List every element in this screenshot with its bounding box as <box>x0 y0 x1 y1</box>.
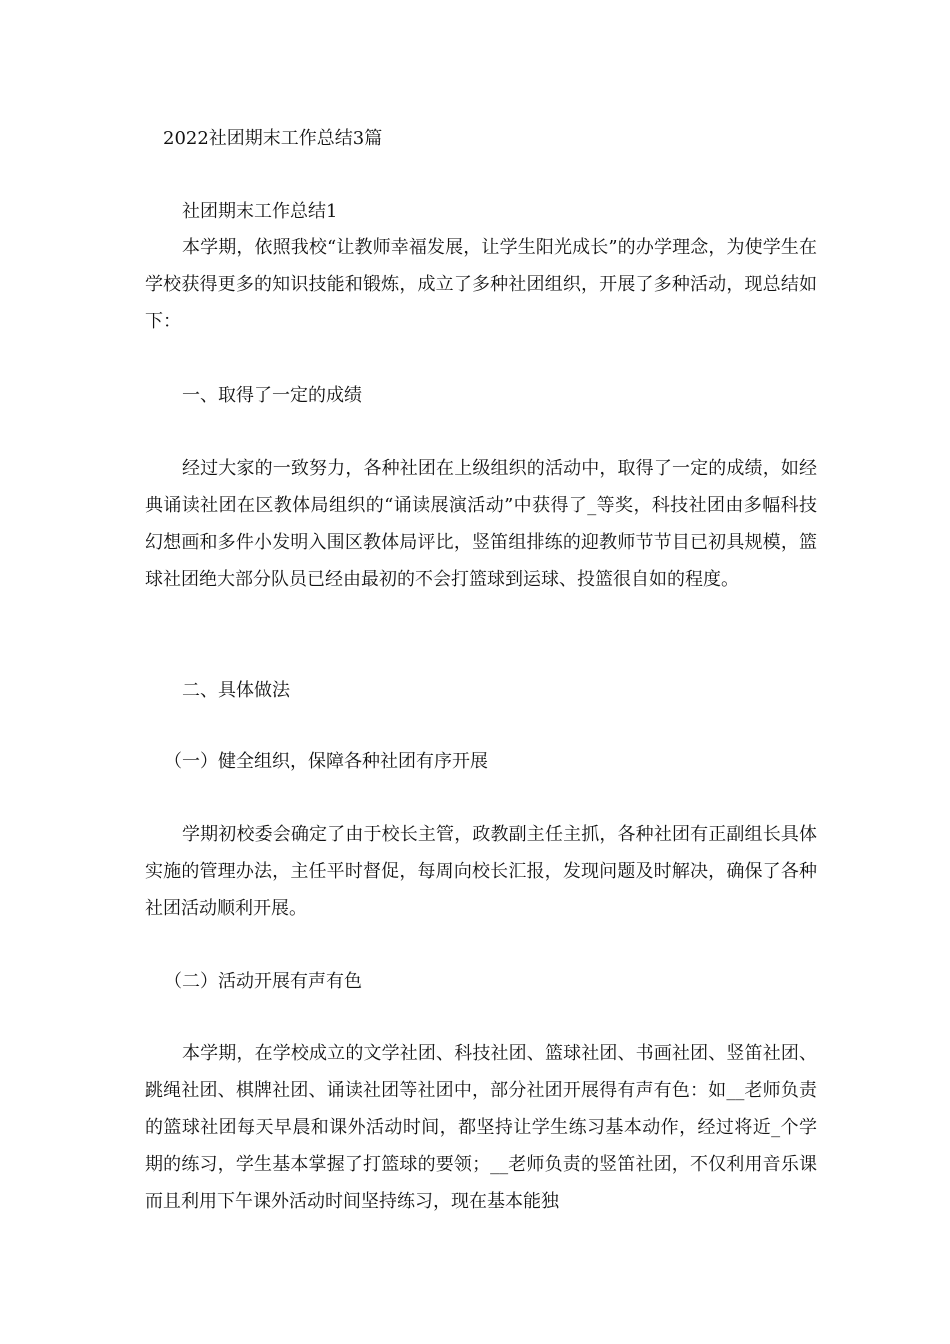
heading-methods: 二、具体做法 <box>182 680 290 701</box>
organization-paragraph: 学期初校委会确定了由于校长主管，政教副主任主抓，各种社团有正副组长具体实施的管理办法，主任平时督促，每周向校长汇报，发现问题及时解决，确保了各种社团活动顺利开展。 <box>145 824 817 919</box>
intro-paragraph: 本学期，依照我校“让教师幸福发展，让学生阳光成长”的办学理念，为使学生在学校获得更多的知识技能和锻炼，成立了多种社团组织，开展了多种活动，现总结如下： <box>145 237 817 332</box>
section-title: 社团期末工作总结1 <box>182 201 338 222</box>
subheading-organization: （一）健全组织，保障各种社团有序开展 <box>164 751 488 772</box>
achievements-paragraph: 经过大家的一致努力，各种社团在上级组织的活动中，取得了一定的成绩，如经典诵读社团在区教体局组织的“诵读展演活动”中获得了_等奖，科技社团由多幅科技幻想画和多件小发明入围区教体局评比，竖笛组排练的迎教师节节目已初具规模，篮球社团绝大部分队员已经由最初的不会打篮球到运球、投篮很自如的程度。 <box>145 458 817 590</box>
document-title: 2022社团期末工作总结3篇 <box>163 128 383 149</box>
subheading-activities: （二）活动开展有声有色 <box>164 971 362 992</box>
heading-achievements: 一、取得了一定的成绩 <box>182 385 362 406</box>
activities-paragraph: 本学期，在学校成立的文学社团、科技社团、篮球社团、书画社团、竖笛社团、跳绳社团、棋牌社团、诵读社团等社团中，部分社团开展得有声有色：如__老师负责的篮球社团每天早晨和课外活动时间，都坚持让学生练习基本动作，经过将近_个学期的练习，学生基本掌握了打篮球的要领；__老师负责的竖笛社团，不仅利用音乐课而且利用下午课外活动时间坚持练习，现在基本能独 <box>145 1043 817 1212</box>
